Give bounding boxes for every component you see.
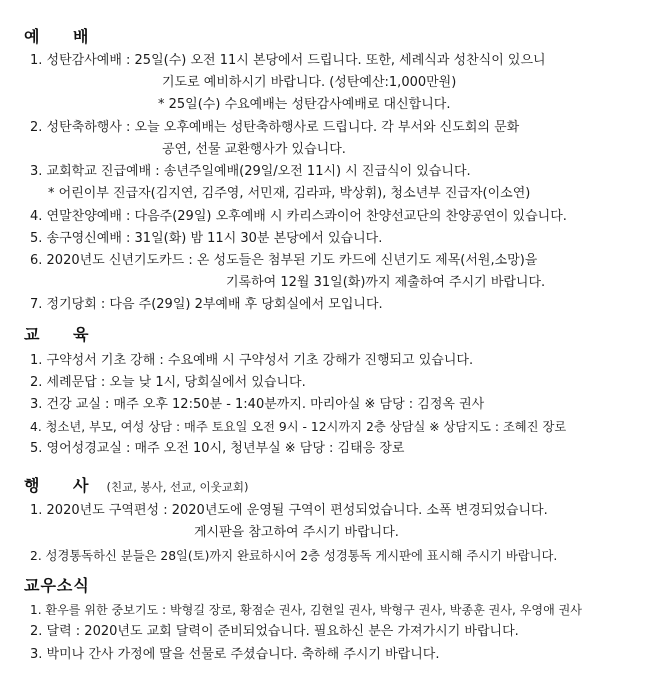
member-news-line-2: 2. 달력 : 2020년도 교회 달력이 준비되었습니다. 필요하신 분은 가져가시기 바랍니다.	[30, 624, 519, 639]
section-heading-worship: 예 배	[24, 27, 103, 46]
section-heading-events	[24, 473, 248, 496]
section-heading-education: 교 육	[24, 325, 103, 344]
education-line-5: 5. 영어성경교실 : 매주 오전 10시, 청년부실 ※ 담당 : 김태응 장로	[30, 441, 405, 456]
events-line-2: 게시판을 참고하여 주시기 바랍니다.	[194, 525, 399, 540]
worship-line-4: 2. 성탄축하행사 : 오늘 오후예배는 성탄축하행사로 드립니다. 각 부서와 신도회의 문화	[30, 120, 520, 135]
section-heading-events-title: 행 사	[24, 476, 103, 495]
worship-line-7: * 어린이부 진급자(김지연, 김주영, 서민재, 김라파, 박상휘), 청소년부 진급자(이소연)	[48, 186, 531, 201]
worship-line-2: 기도로 예비하시기 바랍니다. (성탄예산:1,000만원)	[162, 75, 457, 90]
worship-line-6: 3. 교회학교 진급예배 : 송년주일예배(29일/오전 11시) 시 진급식이 있습니다.	[30, 164, 471, 179]
worship-line-9: 5. 송구영신예배 : 31일(화) 밤 11시 30분 본당에서 있습니다.	[30, 231, 383, 246]
worship-line-12: 7. 정기당회 : 다음 주(29일) 2부예배 후 당회실에서 모입니다.	[30, 297, 383, 312]
education-line-1: 1. 구약성서 기초 강해 : 수요예배 시 구약성서 기초 강해가 진행되고 있습니다.	[30, 353, 474, 368]
events-line-3: 2. 성경통독하신 분들은 28일(토)까지 완료하시어 2층 성경통독 게시판에 표시해 주시기 바랍니다.	[30, 549, 558, 563]
worship-line-8: 4. 연말찬양예배 : 다음주(29일) 오후예배 시 카리스콰이어 찬양선교단의 찬양공연이 있습니다.	[30, 209, 567, 224]
worship-line-3: * 25일(수) 수요예배는 성탄감사예배로 대신합니다.	[158, 97, 451, 112]
worship-line-5: 공연, 선물 교환행사가 있습니다.	[162, 142, 346, 157]
education-line-4: 4. 청소년, 부모, 여성 상담 : 매주 토요일 오전 9시 - 12시까지 2층 상담실 ※ 상담지도 : 조혜진 장로	[30, 420, 567, 434]
events-line-1: 1. 2020년도 구역편성 : 2020년도에 운영될 구역이 편성되었습니다. 소폭 변경되었습니다.	[30, 503, 548, 518]
worship-line-1: 1. 성탄감사예배 : 25일(수) 오전 11시 본당에서 드립니다. 또한, 세례식과 성찬식이 있으니	[30, 53, 546, 68]
education-line-2: 2. 세례문답 : 오늘 낮 1시, 당회실에서 있습니다.	[30, 375, 306, 390]
worship-line-11: 기록하여 12월 31일(화)까지 제출하여 주시기 바랍니다.	[226, 275, 546, 290]
member-news-line-3: 3. 박미나 간사 가정에 딸을 선물로 주셨습니다. 축하해 주시기 바랍니다.	[30, 647, 440, 662]
education-line-3: 3. 건강 교실 : 매주 오후 12:50분 - 1:40분까지. 마리아실 ※ 담당 : 김정옥 권사	[30, 397, 485, 412]
worship-line-10: 6. 2020년도 신년기도카드 : 온 성도들은 첨부된 기도 카드에 신년기도 제목(서원,소망)을	[30, 253, 538, 268]
section-heading-member-news: 교우소식	[24, 576, 90, 595]
section-subheading-events: (친교, 봉사, 선교, 이웃교회)	[106, 480, 249, 494]
member-news-line-1: 1. 환우를 위한 중보기도 : 박형길 장로, 황점순 권사, 김현일 권사, 박형구 권사, 박종훈 권사, 우영애 권사	[30, 603, 582, 617]
